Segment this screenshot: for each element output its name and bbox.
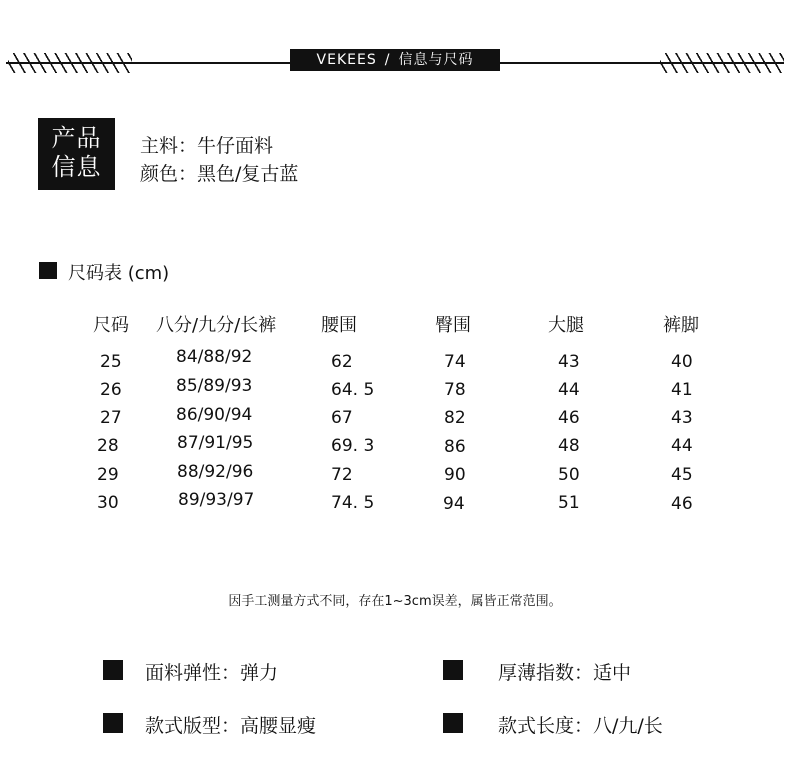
- cell-hip: 94: [443, 494, 465, 514]
- cell-waist: 69. 3: [331, 436, 375, 456]
- style-square-icon: [103, 713, 123, 733]
- material-text: 主料：牛仔面料: [140, 135, 274, 157]
- cell-thigh: 46: [558, 408, 580, 428]
- cell-hip: 78: [444, 380, 466, 400]
- header-hip: 臀围: [435, 315, 471, 336]
- cell-hip: 86: [444, 437, 466, 457]
- cell-hem: 40: [671, 352, 693, 372]
- cell-waist: 62: [331, 352, 353, 372]
- product-info-block-line1: 产品: [51, 124, 102, 152]
- header-length: 八分/九分/长裤: [156, 315, 277, 336]
- product-info-block: [38, 118, 115, 190]
- thickness-square-icon: [443, 660, 463, 680]
- cell-size: 30: [97, 493, 119, 513]
- cell-thigh: 43: [558, 352, 580, 372]
- cell-thigh: 48: [558, 436, 580, 456]
- cell-size: 26: [100, 380, 122, 400]
- elasticity-text: 面料弹性：弹力: [145, 662, 279, 684]
- size-chart-square-icon: [39, 262, 57, 279]
- cell-length: 89/93/97: [178, 490, 255, 510]
- cell-length: 86/90/94: [176, 405, 253, 425]
- cell-thigh: 44: [558, 380, 580, 400]
- banner-separator: /: [384, 52, 391, 68]
- header-thigh: 大腿: [548, 315, 584, 336]
- header-waist: 腰围: [321, 315, 357, 336]
- thickness-text: 厚薄指数：适中: [498, 662, 632, 684]
- cell-size: 27: [100, 408, 122, 428]
- banner-brand: VEKEES: [316, 52, 377, 68]
- color-text: 颜色：黑色/复古蓝: [140, 163, 299, 185]
- length-square-icon: [443, 713, 463, 733]
- cell-length: 88/92/96: [177, 462, 254, 482]
- size-chart-title: 尺码表 (cm): [68, 263, 170, 284]
- length-text: 款式长度：八/九/长: [498, 715, 663, 737]
- cell-hem: 41: [671, 380, 693, 400]
- cell-hem: 45: [671, 465, 693, 485]
- cell-hem: 44: [671, 436, 693, 456]
- measurement-note: 因手工测量方式不同，存在1~3cm误差，属皆正常范围。: [228, 594, 562, 609]
- cell-size: 25: [100, 352, 122, 372]
- cell-size: 28: [97, 436, 119, 456]
- cell-thigh: 51: [558, 493, 580, 513]
- cell-hip: 90: [444, 465, 466, 485]
- cell-hem: 43: [671, 408, 693, 428]
- cell-length: 87/91/95: [177, 433, 254, 453]
- cell-length: 84/88/92: [176, 347, 253, 367]
- banner-hatch-right: [660, 53, 784, 73]
- elasticity-square-icon: [103, 660, 123, 680]
- cell-waist: 74. 5: [331, 493, 375, 513]
- cell-hip: 82: [444, 408, 466, 428]
- header-size: 尺码: [93, 315, 129, 336]
- header-hem: 裤脚: [663, 315, 699, 336]
- cell-waist: 67: [331, 408, 353, 428]
- section-banner: [290, 49, 500, 71]
- banner-hatch-left: [8, 53, 132, 73]
- banner-title: 信息与尺码: [398, 52, 474, 68]
- cell-thigh: 50: [558, 465, 580, 485]
- cell-waist: 72: [331, 465, 353, 485]
- cell-waist: 64. 5: [331, 380, 375, 400]
- style-text: 款式版型：高腰显瘦: [145, 715, 317, 737]
- cell-hem: 46: [671, 494, 693, 514]
- product-info-block-line2: 信息: [51, 153, 102, 181]
- cell-hip: 74: [444, 352, 466, 372]
- cell-size: 29: [97, 465, 119, 485]
- cell-length: 85/89/93: [176, 376, 253, 396]
